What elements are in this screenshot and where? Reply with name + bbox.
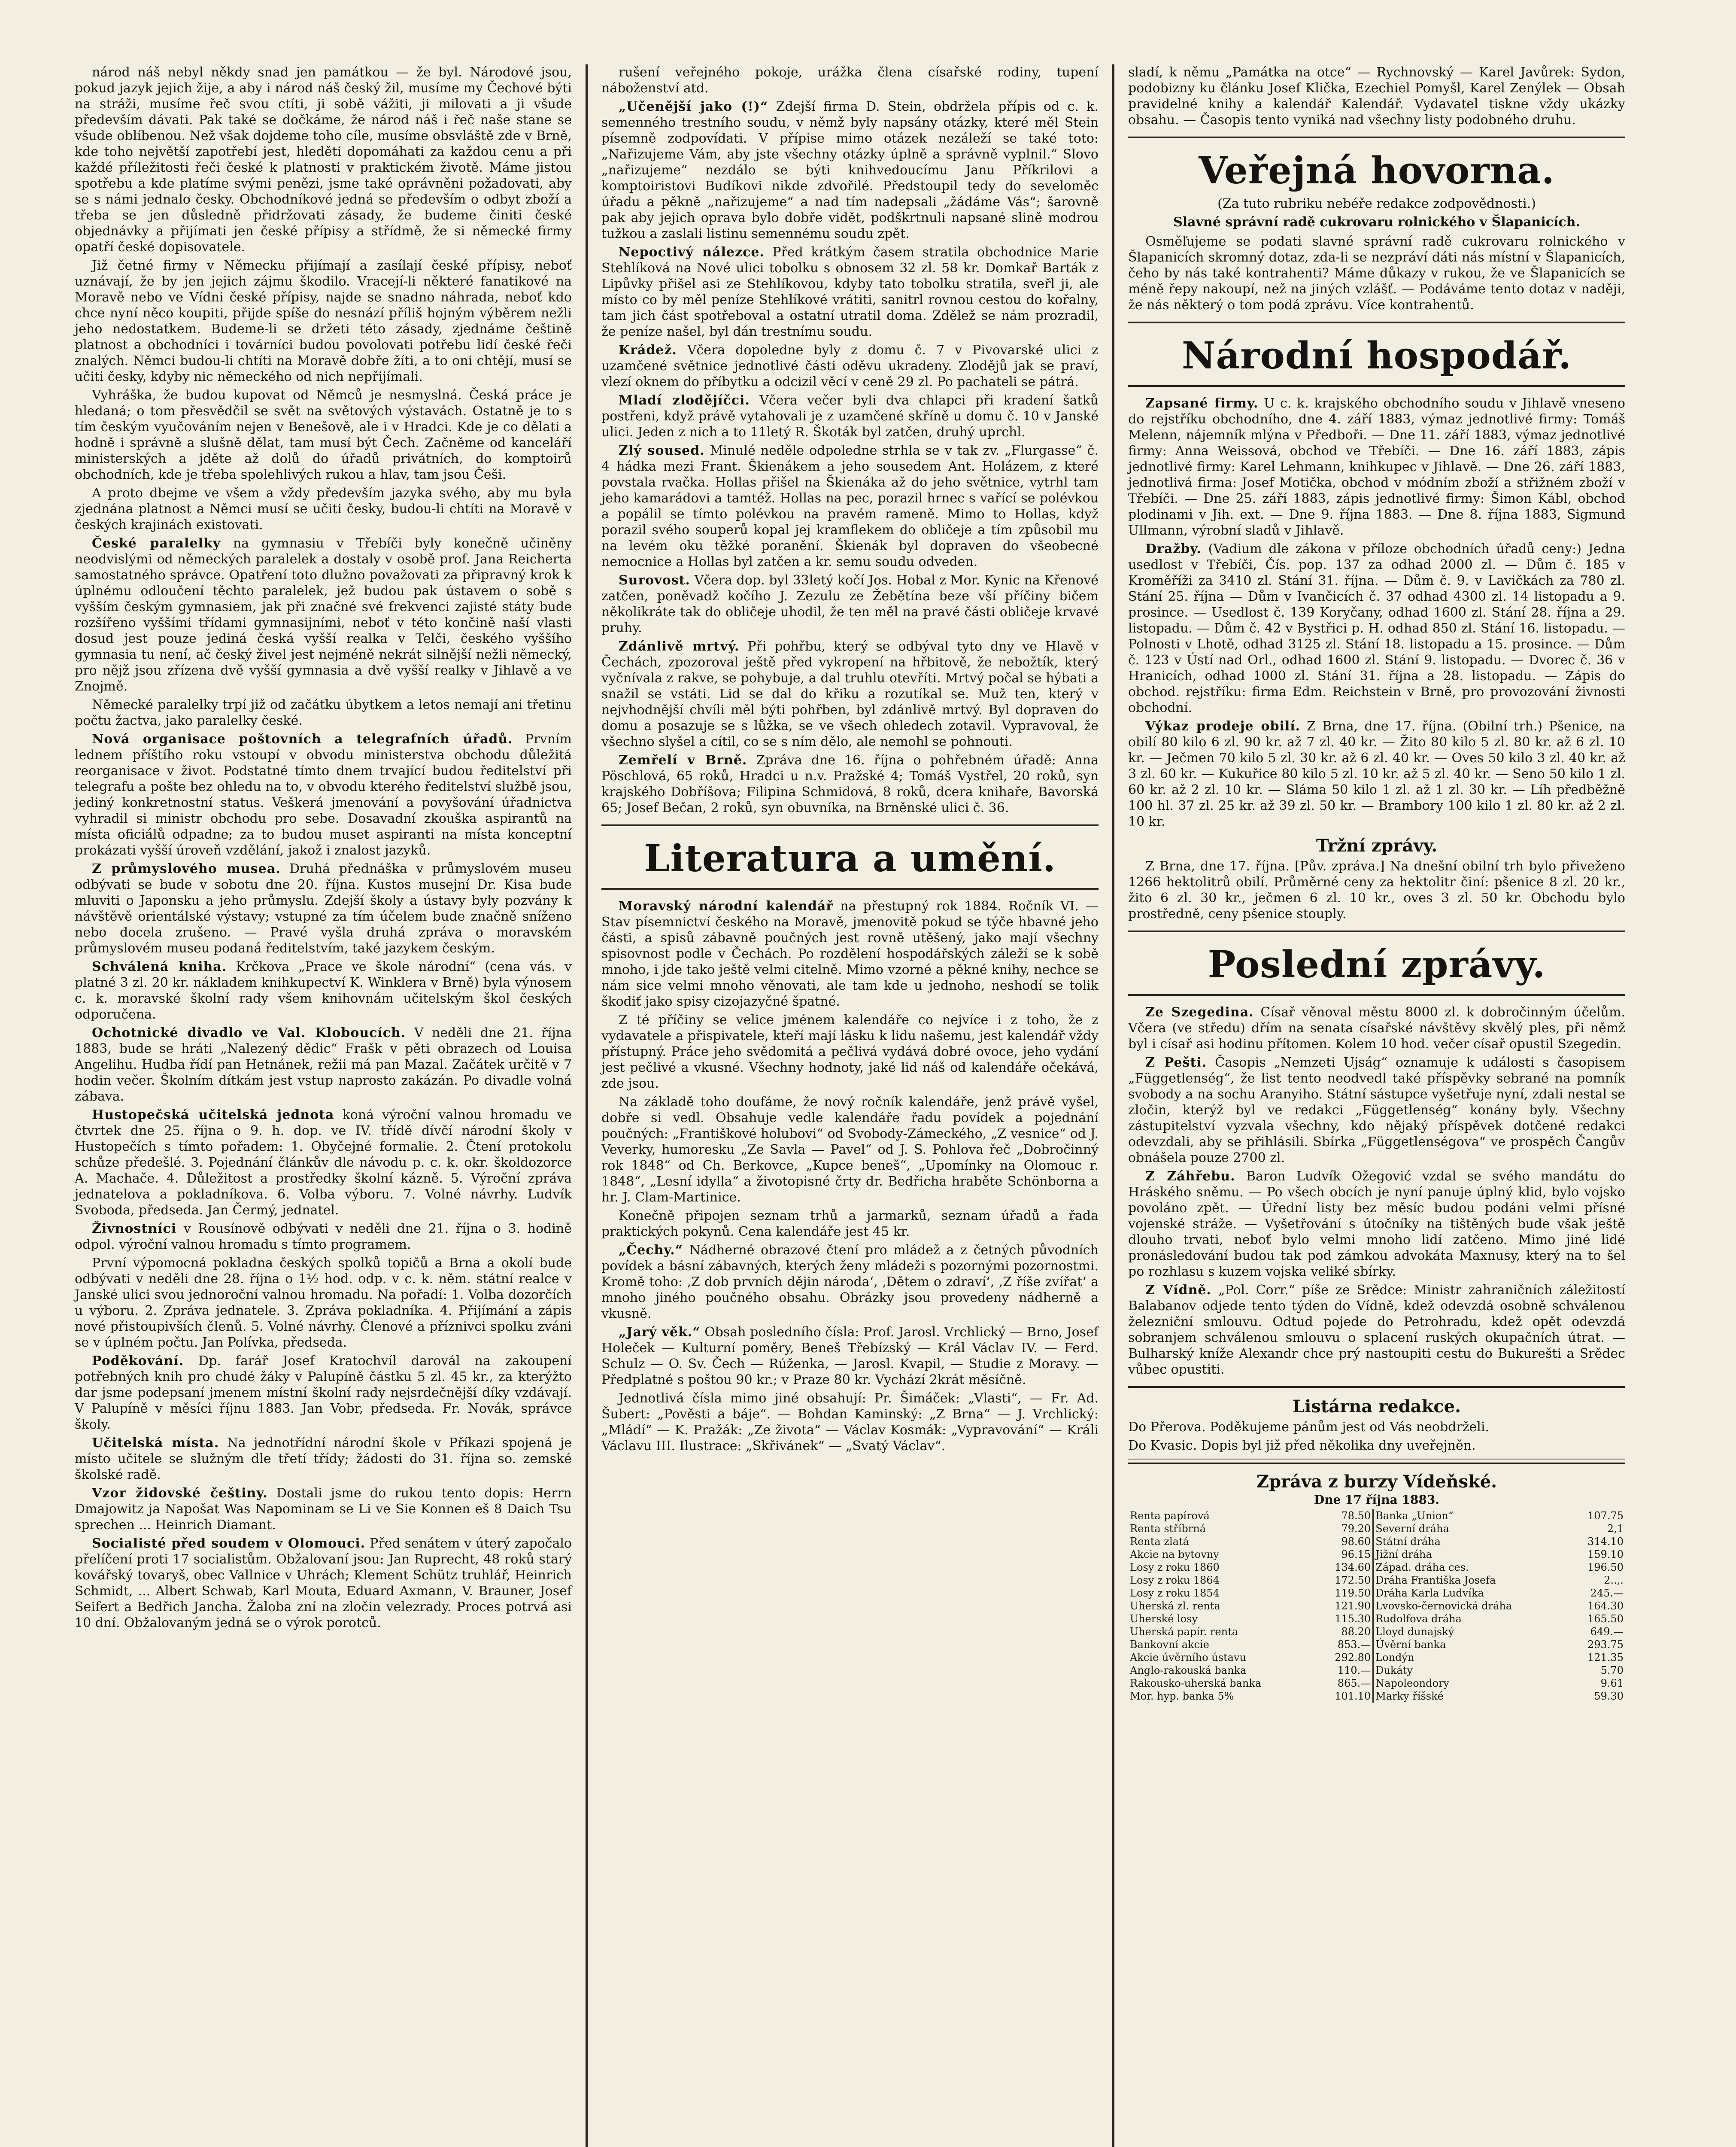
bourse-security: Rakousko-uherská banka [1130, 1677, 1262, 1689]
bourse-price: 649.— [1590, 1626, 1624, 1638]
subhead: Dražby. [1145, 541, 1202, 557]
subhead: Nová organisace poštovních a telegrafních úřadů. [92, 732, 513, 747]
article-text: Vyhráška, že budou kupovat od Němců je nesmyslná. Česká práce je hledaná; o tom přesvědčil se svět na světových výstavách. Ostatně je to s tím českým vyučováním nejen v Benešově, ale i v Hradci. Kde je co dělati a hodně i správně a slušně dělat, tam musí být Čech. Začněme od kanceláří ministerských a jděte až dolů do úřadů privátních, do komptoirů obchodních, kde je třeba spolehlivých rukou a hlav, tam jsou Češi. [75, 388, 572, 482]
bourse-price: 59.30 [1594, 1690, 1624, 1702]
bourse-security: Státní dráha [1373, 1535, 1570, 1548]
bourse-price: 78.50 [1341, 1510, 1371, 1522]
bourse-row [1128, 1522, 1625, 1535]
article-text: Na jednotřídní národní škole v Příkazi spojená je místo učitele se služným dle třetí třídy; žádosti do 31. října so. zemské školské radě. [75, 1435, 572, 1482]
col2-article [601, 443, 1099, 570]
col1-article [75, 959, 572, 1022]
article-text: A proto dbejme ve všem a vždy především jazyka svého, aby mu byla zjednána platnost a Němci musí se učiti česky, budou-li chtíti na Moravě v českých krajinách existovati. [75, 486, 572, 532]
bourse-price: 121.35 [1587, 1651, 1624, 1663]
bourse-price: 98.60 [1341, 1536, 1371, 1548]
bourse-security: Dráha Františka Josefa [1373, 1574, 1570, 1587]
section-divider [601, 824, 1099, 826]
subhead: Živnostníci [92, 1221, 177, 1236]
subhead: Krádež. [619, 343, 677, 358]
article-text: Dp. farář Josef Kratochvíl darovál na zakoupení potřebných knih pro chudé žáky v Palupíně částku 5 zl. 45 kr., za kterýžto dar jsme podepsaní jmenem místní školní rady nejsrdečnější díky vzdávají. V Palupíně v měsíci říjnu 1883. Jan Vobr, předseda. Fr. Novák, správce školy. [75, 1353, 572, 1432]
bourse-title: Zpráva z burzy Vídeňské. [1256, 1472, 1497, 1492]
c3p-article [1128, 1282, 1625, 1378]
bourse-table [1128, 1509, 1625, 1703]
section-heading-posledni: Poslední zprávy. [1208, 943, 1546, 986]
section-divider [1128, 994, 1625, 996]
bourse-security: Akcie na bytovny [1130, 1548, 1219, 1560]
bourse-row [1128, 1690, 1625, 1703]
bourse-price: 159.10 [1587, 1548, 1624, 1560]
bourse-price: 314.10 [1587, 1536, 1624, 1548]
article-text: Včera dopoledne byly z domu č. 7 v Pivovarské ulici z uzamčené světnice jednotlivé části oděvu ukradeny. Zlodějů jak se praví, vlezí oknem do příbytku a odcizil věcí v ceně 29 zl. Po pachateli se pátrá. [601, 343, 1099, 389]
article-prodej [1128, 718, 1625, 830]
article-text: U c. k. krajského obchodního soudu v Jihlavě vneseno do rejstříku obchodního, dne 4. září 1883, výmaz jednotlivé firmy: Tomáš Melenn, nájemník mlýna v Předboři. — Dne 11. září 1883, výmaz jednotlivé firmy: Anna Weissová, obchod ve Třebíči. — Dne 16. září 1883, zápis jednotlivé firmy: Karel Lehmann, knihkupec v Jihlavě. — Dne 26. září 1883, jednotlivá firma: Josef Motička, obchod v módním zboží a střižném zboží v Třebíči. — Dne 25. září 1883, zápis jednotlivé firmy: Šimon Kábl, obchod plodinami v Jih. ext. — Dne 9. října 1883. — Dne 8. října 1883, Sigmund Ullmann, výrobní sladů v Jihlavě. [1128, 396, 1625, 538]
article-text: Již četné firmy v Německu přijímají a zasílají české přípisy, neboť uznávají, že by jen jejich zájmu škodilo. Vracejí-li některé fanatikové na Moravě nebo ve Vídni české přípisy, najde se snadno náhrada, neboť kdo chce nyní něco koupiti, přijde spíše do nesnází příliš hojným výběrem nežli jeho nedostatkem. Budeme-li se držeti této zásady, zjednáme češtině platnost a obchodníci i továrníci budou povolovati potřebu lidí české řeči znalých. Němci budou-li chtíti na Moravě dobře žíti, a to oni chtějí, musí se učiti česky, kdyby nic německého od nich nepřijímali. [75, 258, 572, 384]
article-text: Císař věnoval městu 8000 zl. k dobročinným účelům. Včera (ve středu) dřím na senata císařské návštěvy skvělý ples, při němž byl i císař asi hodinu přítomen. Kolem 10 hod. večer císař opustil Szegedin. [1128, 1005, 1625, 1052]
article-text: na přestupný rok 1884. Ročník VI. — Stav písemnictví českého na Moravě, jmenovitě pokud se týče hbavné jeho části, a spisů zábavně poučných jest rovně utěšený, jako mají všechny spisovnost podle v Čechách. Po rozdělení hospodářských záleží se k sobě mnoho, i jde tako ještě velmi citelně. Mimo vzorné a pěkné knihy, nechce se nám sice velmi mnoho věnovati, ale tam kde u jednoho, neshodí se tolik škodiť jako spisy cizojazyčné špatné. [601, 899, 1099, 1009]
section-divider [601, 888, 1099, 890]
bourse-security: Renta zlatá [1130, 1536, 1189, 1548]
bourse-date: Dne 17 října 1883. [1314, 1493, 1440, 1507]
col2-article [601, 1012, 1099, 1092]
subhead: Mladí zlodějíčci. [619, 393, 750, 408]
c3p-article [1128, 1004, 1625, 1052]
bourse-price: 79.20 [1341, 1523, 1371, 1535]
article-text: Na základě toho doufáme, že nový ročník kalendáře, jenž právě vyšel, dobře si vedl. Obsahuje vedle kalendáře řadu povídek a pojednání poučných: „Františkové holubovi“ od Svobody-Zámeckého, „Z vesnice“ od J. Veverky, humoresku „Ze Savla — Pavel“ od J. S. Pohlova řeč „Dobročinný rok 1848“ od Ch. Berkovce, „Kupce beneš“, „Upomínky na Olomouc r. 1848“, „Lesní idylla“ a životopisné črty dr. Bedřicha hraběte Schönborna a hr. J. Clam-Martinice. [601, 1095, 1099, 1205]
col1-article [75, 1435, 572, 1483]
bourse-security: Dráha Karla Ludvíka [1373, 1587, 1570, 1600]
article-text: Dostali jsme do rukou tento dopis: Herrn Dmajowitz ja Napošat Was Napominam se Li ve Sie Konnen eš 8 Daich Tsu sprechen ... Heinrich Diamant. [75, 1486, 572, 1533]
bourse-price: 853.— [1337, 1639, 1371, 1651]
bourse-security: Mor. hyp. banka 5% [1130, 1690, 1234, 1702]
bourse-price: 2,1 [1607, 1523, 1624, 1535]
col2-article [601, 342, 1099, 390]
subhead: Surovost. [619, 573, 690, 588]
bourse-security: Losy z roku 1854 [1130, 1587, 1220, 1599]
bourse-security: Losy z roku 1860 [1130, 1561, 1220, 1573]
subhead: Schválená kniha. [92, 959, 227, 974]
article-text: V neděli dne 21. října 1883, bude se hráti „Nalezený dědic“ Frašk v pěti obrazech od Louisa Angelihu. Hudba řídí pan Hetnánek, režii má pan Mazal. Začátek určitě v 7 hodin večer. Školním dítkám jest vstup naprosto zakázán. Po divadle volná zábava. [75, 1025, 572, 1104]
subhead: Z Vídně. [1145, 1283, 1211, 1298]
section-divider [1128, 137, 1625, 138]
article-text: Krčkova „Prace ve škole národní“ (cena vás. v platné 3 zl. 20 kr. nákladem knihkupectví K. Winklera v Brně) byla výnosem c. k. moravské školní rady všem knihovnám učitelským škol českých odporučena. [75, 959, 572, 1022]
bourse-security: Lloyd dunajský [1373, 1625, 1570, 1638]
subhead: Zdánlivě mrtvý. [619, 639, 740, 654]
heading-listarna: Listárna redakce. [1292, 1396, 1461, 1417]
bourse-security: Anglo-rakouská banka [1130, 1664, 1247, 1676]
bourse-row [1128, 1561, 1625, 1574]
bourse-row [1128, 1664, 1625, 1677]
bourse-row [1128, 1548, 1625, 1561]
section-divider [1128, 322, 1625, 323]
col2-article [601, 639, 1099, 750]
subhead: Socialisté před soudem v Olomouci. [92, 1536, 366, 1551]
article-trzni: Z Brna, dne 17. října. [Pův. zpráva.] Na dnešní obilní trh bylo přiveženo 1266 hektolitrů obilí. Průměrné ceny za hektolitr činí: pšenice 8 zl. 20 kr., žito 6 zl. 30 kr., ječmen 6 zl. 10 kr., oves 3 zl. 50 kr. Obchodu bylo prostředně, ceny pšenice stouply. [1128, 859, 1625, 921]
bourse-price: 88.20 [1341, 1626, 1371, 1638]
col2-article [601, 392, 1099, 440]
bourse-row [1128, 1638, 1625, 1651]
listarna-line-2: Do Kvasic. Dopis byl již před několika dny uveřejněn. [1128, 1438, 1476, 1453]
article-text: národ náš nebyl někdy snad jen památkou — že byl. Národové jsou, pokud jazyk jejich žije, a aby i národ náš český žil, musíme my Čechové býti na stráži, musíme řeč svou ctíti, ji sobě vážiti, ji milovati a ji všude především dávati. Pak také se dočkáme, že národ náš i řeč naše stane se všude oblíbenou. Než však dojdeme toho cíle, musíme obsvláště zde v Brně, kde toho největší zapotřebí jest, hleděti dopomáhati za každou cenu a při každé příležitosti řeči české k platnosti v praktickém životě. Máme jistou spotřebu a kde platíme svými penězi, jsme také oprávněni požadovati, aby se s námi jednalo česky. Obchodníkové jedná se především o odbyt zboží a třeba se jen důsledně přidržovati zásady, že budeme činiti české objednávky a přijímati jen české přípisy a střídmě, že si německé firmy opatří české dopisovatele. [75, 65, 572, 255]
col1-article [75, 1221, 572, 1253]
col2-article [601, 1094, 1099, 1205]
col2-article [601, 898, 1099, 1010]
article-text: Prvním lednem příštího roku vstoupí v obvodu ministerstva obchodu důležitá reorganisace v život. Podstatné tímto dnem trvající budou ředitelství při telegrafu a pošte bez ohledu na to, v obvodu kterého ředitelství službě jsou, jediný konkretnostní status. Veškerá jmenování a povyšování úřadnictva vyhradil si ministr obchodu pro sebe. Dosavadní zkouška aspirantů na místa oficiálů odpadne; za to budou muset aspiranti na místa konceptní prokázati vyšší úroveň vzdělání, jakož i znalost jazyků. [75, 732, 572, 858]
bourse-price: 110.— [1337, 1664, 1371, 1676]
subhead: Zlý soused. [619, 443, 705, 458]
subhead: Z průmyslového musea. [92, 861, 281, 876]
bourse-security: Uherská papír. renta [1130, 1626, 1238, 1638]
article-text: Zpráva dne 16. října o pohřebném úřadě: Anna Pöschlová, 65 roků, Hradci u n.v. Pražské 4; Tomáš Vystřel, 20 roků, syn krajského Dobříšova; Filipina Schmidová, 8 roků, dcera knihaře, Bavorská 65; Josef Bečan, 2 roků, syn obuvníka, na Brněnské ulici č. 36. [601, 753, 1099, 815]
bourse-price: 134.60 [1335, 1561, 1371, 1573]
bourse-security: Uherská zl. renta [1130, 1600, 1220, 1612]
subhead: Z Záhřebu. [1145, 1169, 1235, 1184]
article-text: Nádherné obrazové čtení pro mládež a z četných původních povídek a básní zábavných, kterých ženy mládeži s pozornými pozornostmi. Kromě toho: ‚Z dob prvních dějin národa‘, ‚Dětem o zdraví‘, ‚Z říše zvířat‘ a mnoho jiného poučného obsahu. Obrázky jsou provedeny nádherně a vkusně. [601, 1243, 1099, 1321]
bourse-price: 172.50 [1335, 1574, 1371, 1586]
column-3 [1118, 64, 1636, 2147]
article-text: Při pohřbu, který se odbýval tyto dny ve Hlavě v Čechách, zpozoroval ještě před vykropení na hřbitově, že nebožtík, který vyčnívala z rakve, se pohybuje, a dal truhlu otevříti. Mrtvý počal se hýbati a snažil se vstáti. Lid se dal do křiku a rozutíkal se. Muž ten, který v nejvhodnější chvíli měl býti pohřben, byl zdánlivě mrtvý. Byl dopraven do domu a posazuje se s lůžka, se ve všech ohledech zotavil. Vypravoval, že všechno slyšel a cítil, co se s ním dělo, ale nemohl se pohnouti. [601, 639, 1099, 749]
c3p-article [1128, 1055, 1625, 1166]
bourse-price: 292.80 [1335, 1651, 1371, 1663]
bourse-price: 96.15 [1341, 1548, 1371, 1560]
bourse-security: Uherské losy [1130, 1613, 1198, 1625]
bourse-row [1128, 1651, 1625, 1664]
col1-article [75, 535, 572, 694]
article-text: koná výroční valnou hromadu ve čtvrtek dne 25. října o 9. h. dop. ve IV. třídě dívčí národní školy v Hustopečích s tímto pořadem: 1. Obyčejné formalie. 2. Čtení protokolu schůze předešlé. 3. Pojednání článkův dle návodu p. c. k. okr. školdozorce A. Machače. 4. Důležitost a prostředky školní kázně. 5. Výroční zpráva jednatelova a pokladníkova. 6. Volba výboru. 7. Volné návrhy. Ludvík Svoboda, předseda. Jan Čermý, jednatel. [75, 1107, 572, 1218]
col1-article [75, 1107, 572, 1218]
bourse-security: Západ. dráha ces. [1373, 1561, 1570, 1574]
col1-article [75, 861, 572, 956]
column-rule [586, 64, 588, 2147]
bourse-price: 9.61 [1600, 1677, 1624, 1689]
bourse-price: 165.50 [1587, 1613, 1624, 1625]
bourse-security: Rudolfova dráha [1373, 1612, 1570, 1625]
article-text: Před krátkým časem stratila obchodnice Marie Stehlíková na Nové ulici tobolku s obnosem 32 zl. 58 kr. Domkař Barták z Lipůvky přišel asi ze Stehlíkovou, kdyby tato tobolku stratila, sveřl ji, ale místo co by měl peníze Stehlíkové vrátiti, sanitrl rovnou cestou do kořalny, tam jich část spotřeboval a ostatní utratil doma. Zdělež se nám prozradil, že peníze našel, byl dán trestnímu soudu. [601, 245, 1099, 339]
bourse-row [1128, 1677, 1625, 1690]
article-text: Baron Ludvík Ožegović vzdal se svého mandátu do Hráského sněmu. — Po všech obcích je nyní panuje úplný klid, bylo vojsko povoláno zpět. — Úřední listy bez měsíc budou podáni velmi přísné vojenské stráže. — Vyšetřování s útočníky na tištěných bude však ještě dlouho trvati, neboť bylo velmi mnoho lidí zatčeno. Mimo jiné lidé pronásledování budou tak pod zámkou advokáta Maxnusy, který na to šel po rozhlasu s kuzem vojska veliké sbírky. [1128, 1169, 1625, 1279]
bourse-price: 115.30 [1335, 1613, 1371, 1625]
section-divider [1128, 1459, 1625, 1464]
bourse-security: Banka „Union“ [1373, 1509, 1570, 1522]
column-1 [64, 64, 582, 2147]
bourse-price: 101.10 [1335, 1690, 1371, 1702]
col2-article [601, 1390, 1099, 1454]
col1-article [75, 485, 572, 533]
article-text: Z Brna, dne 17. října. (Obilní trh.) Pšenice, na obilí 80 kilo 6 zl. 90 kr. až 7 zl. 40 kr. — Žito 80 kilo 5 zl. 80 kr. až 6 zl. 10 kr. — Ječmen 70 kilo 5 zl. 30 kr. až 6 zl. 40 kr. — Oves 50 kilo 3 zl. 40 kr. až 3 zl. 60 kr. — Kukuřice 80 kilo 5 zl. 10 kr. až 5 zl. 40 kr. — Seno 50 kilo 1 zl. 60 kr. až 2 zl. 10 kr. — Sláma 50 kilo 1 zl. až 1 zl. 30 kr. — Líh předběžně 100 hl. 37 zl. 25 kr. až 39 zl. 50 kr. — Brambory 100 kilo 1 zl. 80 kr. až 2 zl. 10 kr. [1128, 719, 1625, 829]
article-text: Jednotlivá čísla mimo jiné obsahují: Pr. Šimáček: „Vlasti“, — Fr. Ad. Šubert: „Pověsti a báje“. — Bohdan Kaminský: „Z Brna“ — J. Vrchlický: „Mládí“ — K. Pražák: „Ze života“ — Václav Kosmák: „Vypravování“ — Králi Václavu III. Ilustrace: „Skřivánek“ — „Svatý Václav“. [601, 1391, 1099, 1454]
subhead: Vzor židovské češtiny. [92, 1486, 268, 1501]
article-text: Druhá přednáška v průmyslovém museu odbývati se bude v sobotu dne 20. října. Kustos musejní Dr. Kisa bude mluviti o Japonsku a jeho průmyslu. Zdejší školy a ústavy byly pozvány k návštěvě orientálské výstavy; vstupné za tím účelem bude značně sníženo nebo docela zrušeno. — Pravé vyšla druhá zpráva o moravském průmyslovém museu podaná ředitelstvím, také jazykem českým. [75, 861, 572, 956]
subhead: Učitelská místa. [92, 1435, 219, 1451]
col1-article [75, 731, 572, 858]
section-divider [1128, 1386, 1625, 1388]
bourse-security: Marky říšské [1373, 1690, 1570, 1703]
col2-article [601, 244, 1099, 340]
rubric-disclaimer: (Za tuto rubriku nebéře redakce zodpovědnosti.) [1217, 196, 1536, 211]
subhead: Nepoctivý nálezce. [619, 245, 765, 260]
col1-article [75, 1353, 572, 1432]
bourse-security: Úvěrní banka [1373, 1638, 1570, 1651]
article-text: Z té příčiny se velice jménem kalendáře co nejvíce i z toho, že z vydavatele a přispivatele, kteří mají lásku k lidu našemu, jest kalendář vždy přístupný. Práce jeho svědomitá a pečlivá vydává dobré ovoce, jeho vydání jest pečlivé a vkusné. Všechny hodnoty, jaké lid náš od kalendáře očekává, zde jsou. [601, 1013, 1099, 1091]
col1-article [75, 1255, 572, 1350]
section-divider [1128, 385, 1625, 387]
subhead: „Čechy.“ [619, 1243, 683, 1258]
bourse-price: 865.— [1337, 1677, 1371, 1689]
article-text: První výpomocná pokladna českých spolků topičů a Brna a okolí bude odbývati v neděli dne 28. října o 1½ hod. odp. v c. k. něm. státní realce v Janské ulici svou jednoroční valnou hromadu. Na pořadí: 1. Volba dozorčích u výboru. 2. Zpráva jednatele. 3. Zpráva pokladníka. 4. Přijímání a zápis nové přistoupivších členů. 5. Volné návrhy. Členové a příznivci spolku zváni se v úplném počtu. Jan Polívka, předseda. [75, 1256, 572, 1350]
subhead: Ochotnické divadlo ve Val. Kloboucích. [92, 1025, 406, 1040]
columns [64, 64, 1672, 2147]
article-text: Zdejší firma D. Stein, obdržela přípis od c. k. semenného trestního soudu, v němž byly napsány otázky, které měl Stein písemně zodpovídati. V přípise mimo otázek nezáleží se také toto: „Nařizujeme Vám, aby jste všechny otázky úplně a správně vyplnil.“ Slovo „nařizujeme“ nezdálo se býti knihvedoucímu Janu Příkrilovi a komptoiristovi Budíkovi nikde zdvořilé. Předstoupil tedy do seveloměc úřadu a pěkně „nařizujeme“ a nad tím nadepsali „žádáme Vás“; šarovně pak aby jejich oprava bylo dobře vidět, podškrtnuli napsané slině modrou tužkou a zaslali listinu semennému soudu zpět. [601, 99, 1099, 241]
bourse-security: Bankovní akcie [1130, 1639, 1209, 1651]
subhead: Výkaz prodeje obilí. [1145, 719, 1301, 734]
bourse-row [1128, 1600, 1625, 1612]
subhead: Poděkování. [92, 1353, 184, 1368]
bourse-security: Severní dráha [1373, 1522, 1570, 1535]
notice-title: Slavné správní radě cukrovaru rolnického v Šlapanicích. [1173, 215, 1580, 230]
bourse-row [1128, 1509, 1625, 1522]
subhead: České paralelky [92, 536, 221, 551]
bourse-price: 5.70 [1600, 1664, 1624, 1676]
section-heading-hovorna: Veřejná hovorna. [1199, 149, 1555, 192]
col2-article [601, 64, 1099, 96]
subhead: „Jarý věk.“ [619, 1325, 701, 1340]
bourse-row [1128, 1574, 1625, 1587]
col2-article [601, 1324, 1099, 1388]
bourse-security: Londýn [1373, 1651, 1570, 1664]
article-text: Německé paralelky trpí již od začátku úbytkem a letos nemají ani třetinu počtu žactva, jako paralelky české. [75, 697, 572, 728]
col1-article [75, 697, 572, 729]
column-2 [591, 64, 1109, 2147]
article-text: Včera dop. byl 33letý kočí Jos. Hobal z Mor. Kynic na Křenové zatčen, poněvadž kočího J. Zezulu ze Žebětína beze vší příčiny bičem několikráte tak do obličeje uhodil, že ten měl na pravé části obličeje krvavé pruhy. [601, 573, 1099, 636]
col2-article [601, 752, 1099, 816]
subhead: Zapsané firmy. [1145, 396, 1259, 411]
bourse-price: 121.90 [1335, 1600, 1371, 1612]
listarna-line-1: Do Přerova. Poděkujeme pánům jest od Vás neobdrželi. [1128, 1420, 1489, 1435]
bourse-price: 293.75 [1587, 1639, 1624, 1651]
subhead: „Učenější jako (!)“ [619, 99, 768, 114]
c3p-article [1128, 1168, 1625, 1280]
bourse-row [1128, 1612, 1625, 1625]
col1-article [75, 1536, 572, 1631]
bourse-price: 107.75 [1587, 1510, 1624, 1522]
col1-article [75, 258, 572, 385]
col2-article [601, 572, 1099, 636]
subhead: Moravský národní kalendář [619, 899, 834, 914]
bourse-price: 245.— [1590, 1587, 1624, 1599]
subhead: Hustopečská učitelská jednota [92, 1107, 334, 1122]
bourse-security: Lvovsko-černovická dráha [1373, 1600, 1570, 1612]
section-heading-literatura: Literatura a umění. [644, 837, 1056, 880]
bourse-price: 164.30 [1587, 1600, 1624, 1612]
bourse-price: 196.50 [1587, 1561, 1624, 1573]
col2-article [601, 1208, 1099, 1240]
bourse-price: 119.50 [1335, 1587, 1371, 1599]
article-text: rušení veřejného pokoje, urážka člena císařské rodiny, tupení náboženství atd. [601, 65, 1099, 96]
col1-article [75, 1485, 572, 1533]
article-continuation: sladí, k němu „Památka na otce“ — Rychnovský — Karel Javůrek: Sydon, podobizny ku článku Josef Klička, Ezechiel Pomyšl, Karel Zenýlek — Obsah pravidelné knihy a kalendář Kalendář. Vydavatel tiskne vždy ukázky obsahu. — Časopis tento vyniká nad všechny listy podobného druhu. [1128, 65, 1625, 128]
bourse-row [1128, 1535, 1625, 1548]
subhead: Ze Szegedina. [1145, 1005, 1254, 1020]
bourse-security: Jižní dráha [1373, 1548, 1570, 1561]
bourse-security: Napoleondory [1373, 1677, 1570, 1690]
bourse-security: Renta stříbrná [1130, 1523, 1206, 1535]
article-text: Obsah posledního čísla: Prof. Jarosl. Vrchlický — Brno, Josef Holeček — Kulturní poměry, Beneš Třebízský — Král Václav IV. — Ferd. Schulz — O. Sv. Čech — Rúženka, — Jarosl. Kvapil, — Studie z Moravy. — Předplatné s poštou 90 kr.; v Praze 80 kr. Vychází 2krát měsíčně. [601, 1325, 1099, 1387]
col1-article [75, 387, 572, 483]
bourse-row [1128, 1587, 1625, 1600]
bourse-row [1128, 1625, 1625, 1638]
article-text: v Rousínově odbývati v neděli dne 21. října o 3. hodině odpol. výroční valnou hromadu s tímto programem. [75, 1221, 572, 1252]
article-text: Minulé neděle odpoledne strhla se v tak zv. „Flurgasse“ č. 4 hádka mezi Frant. Škienákem a jeho sousedem Ant. Holázem, z které povstala rvačka. Hollas přišel na Škienáka až do jeho světnice, vytrhl tam jeho kamarádovi a tamtéž. Hollas na pec, porazil hrnec s vařící se polévkou a popálil se tímto polévkou na pravém rameně. Mimo to Hollas, když porazil svého souperů kopal jej kramflekem do obličeje a tím způsobil mu na levém oku těžké poranění. Škienák byl dopraven do všeobecné nemocnice a Hollas byl zatčen a kr. semu soudu odveden. [601, 443, 1099, 569]
subhead: Zemřelí v Brně. [619, 753, 747, 768]
notice-text: Osměľujeme se podati slavné správní radě cukrovaru rolnického v Šlapanicích skromný dotaz, zda-li se nezpráví dáti nás místní v Šlapanicích, čeho by nás také kontrahenti? Máme důkazy v rukou, že ve Šlapanicích se méně řepy nakoupí, než na jiných vzlášť. — Podáváme tento dotaz v naději, že nás některý o tom podá zprávu. Více kontrahentů. [1128, 234, 1625, 313]
col2-article [601, 1242, 1099, 1322]
article-zapsane-firmy [1128, 395, 1625, 538]
bourse-security: Renta papírová [1130, 1510, 1210, 1522]
article-text: Konečně připojen seznam trhů a jarmarků, seznam úřadů a řada praktických pokynů. Cena kalendáře jest 45 kr. [601, 1208, 1099, 1239]
bourse-price: 2..,. [1604, 1574, 1624, 1586]
column-rule [1112, 64, 1114, 2147]
article-drazby [1128, 541, 1625, 716]
bourse-security: Akcie úvěrního ústavu [1130, 1651, 1246, 1663]
subhead: Z Pešti. [1145, 1055, 1207, 1070]
bourse-security: Dukáty [1373, 1664, 1570, 1677]
article-text: Včera večer byli dva chlapci při kradení šatků postřeni, když právě vytahovali je z uzamčené skříně u domu č. 10 v Janské ulici. Jeden z nich a to 11letý R. Škoták byl zatčen, druhý uprchl. [601, 393, 1099, 440]
col2-article [601, 99, 1099, 242]
bourse-security: Losy z roku 1864 [1130, 1574, 1220, 1586]
article-text: Časopis „Nemzeti Ujság“ oznamuje k události s časopisem „Függetlenség“, že list tento neodvedl také příspěvky sebrané na pomník svobody a na sochu Aranyiho. Státní sástupce vyšetřuje nyní, zdali nestal se zločin, kterýž byl ve redakci „Függetlenség“ konány byly. Všechny zástupitelství vyzvala všechny, kdo nějaký příspěvek dotčené redakci odevzdali, aby se přihlásili. Sbírka „Függetlenségova“ ve prospěch Čangův obnášela pouze 2700 zl. [1128, 1055, 1625, 1165]
article-text: „Pol. Corr.“ píše ze Srědce: Ministr zahraničních záležitostí Balabanov odjede tento týden do Vídně, kdež odevzdá osobně schválenou železniční smlouvu. Odtud pojede do Petrohradu, kdež opět odevzdá sobranjem schválenou smlouvu o splacení ruských okupačních útrat. — Bulharský kníže Alexandr chce prý nastoupiti cestu do Bukurešti a Srědec vůbec opustiti. [1128, 1283, 1625, 1377]
section-divider [1128, 931, 1625, 932]
article-text: na gymnasiu v Třebíči byly konečně učiněny neodvislými od německých paralelek a dostaly v osobě prof. Jana Reicherta samostatného správce. Opatření toto dlužno považovati za připravný krok k úplnému odloučení těchto paralelek, jež budou pak ústavem o sobě s vyšším českým gymnasiem, jak při značné své frekvenci zajisté státy bude rozšířeno vyššími třídami gymnasijními, neboť v této končině naší vlasti dosud jest pouze jediná česká vyšší realka v Telči, českého vyššího gymnasia tu není, ač český živel jest nejméně nekrát silnější nežli německý, pro nějž jsou zřízena dvě vyšší gymnasia a dvě vyšší realky v Jihlavě a ve Znojmě. [75, 536, 572, 694]
col1-article [75, 1025, 572, 1104]
article-text: Před senátem v úterý započalo přelíčení proti 17 socialistům. Obžalovaní jsou: Jan Ruprecht, 48 roků starý kovářský tovaryš, obec Vallnice v Uhrách; Klement Schütz truhlář, Heinrich Schmidt, ... Albert Schwab, Karl Mouta, Eduard Axmann, V. Brauner, Josef Seifert a Bedřich Jancha. Žaloba zní na zločin velezrady. Proces potrvá asi 10 dní. Obžalovaným jedná se o výrok porotců. [75, 1536, 572, 1630]
col1-article [75, 64, 572, 255]
article-text: (Vadium dle zákona v příloze obchodních úřadů ceny:) Jedna usedlost v Třebíči, Čís. pop. 137 za odhad 2000 zl. — Dům č. 185 v Kroměříži za 3410 zl. Stání 31. října. — Dům č. 9. v Lavičkách za 780 zl. Stání 25. října — Dům v Ivančicích č. 37 odhad 4300 zl. 14 listopadu a 9. prosince. — Usedlost č. 139 Koryčany, odhad 1600 zl. Stání 28. října a 29. listopadu. — Dům č. 42 v Bystřici p. H. odhad 850 zl. Stání 16. listopadu. — Polnosti v Lhotě, odhad 3125 zl. Stání 18. listopadu a 15. prosince. — Dům č. 123 v Ústí nad Orl., odhad 1600 zl. Stání 9. listopadu. — Dvorec č. 36 v Hranicích, odhad 1000 zl. Stání 31. října a 28. listopadu. — Zápis do obchod. rejstříku: firma Edm. Reichstein v Brně, pro provozování živnosti obchodní. [1128, 541, 1625, 715]
section-heading-trzni: Tržní zprávy. [1316, 836, 1438, 856]
section-heading-hospodar: Národní hospodář. [1181, 334, 1572, 377]
